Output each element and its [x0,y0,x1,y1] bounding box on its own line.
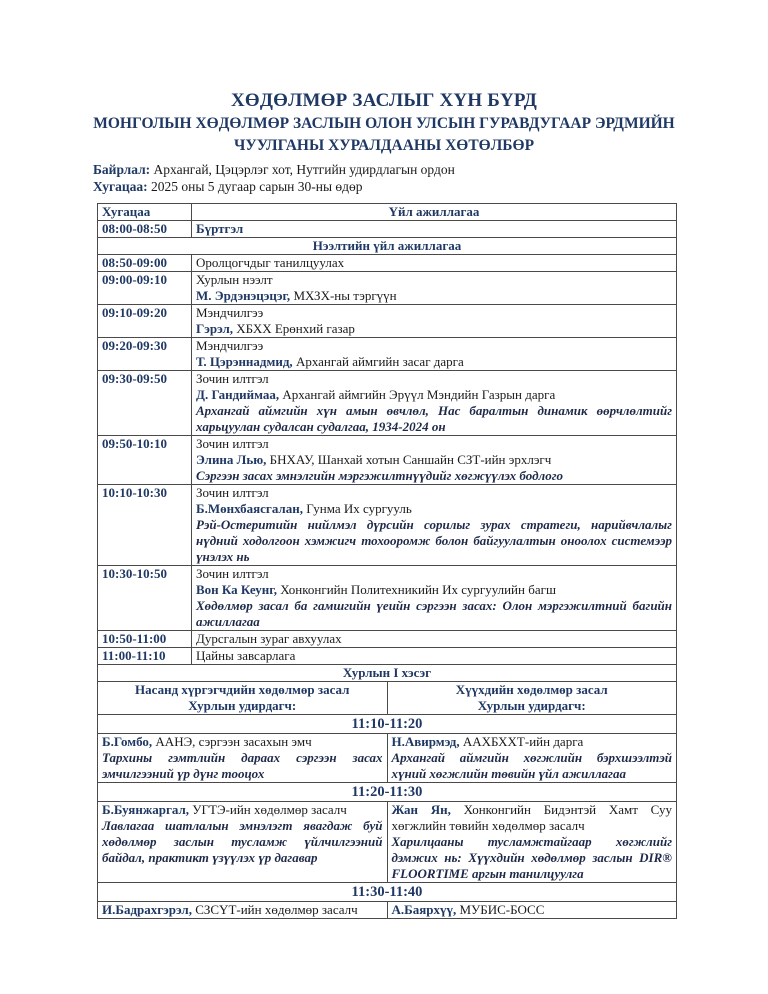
speaker-affiliation: Хонконгийн Политехникийн Их сургуулийн багш [276,582,556,597]
slot-time-row [98,883,677,902]
table-row [98,305,677,338]
row-title: Зочин илтгэл [196,371,269,386]
speaker-line [392,734,673,750]
slot-left [98,802,388,883]
speaker-line [102,802,383,818]
location-line [93,161,455,178]
speaker-affiliation: СЗСҮТ-ийн хөдөлмөр засалч [191,902,358,917]
row-time: 08:50-09:00 [98,255,192,272]
row-title: Мэндчилгээ [196,338,264,353]
schedule-table [97,203,677,682]
row-title: Мэндчилгээ [196,305,264,320]
speaker-name: Т. Цэрэннадмид, [196,354,293,369]
table-row [98,371,677,436]
row-title: Зочин илтгэл [196,485,269,500]
speaker-line [196,288,672,304]
subtitle-line-2: ЧУУЛГАНЫ ХУРАЛДААНЫ ХӨТӨЛБӨР [233,137,535,154]
row-time: 11:00-11:10 [98,648,192,665]
table-row [98,338,677,371]
talk-topic: Сэргээн засах эмнэлгийн мэргэжилтнүүдийг хөгжүүлэх бодлого [196,468,563,483]
speaker-line [196,501,672,517]
event-meta [93,161,455,195]
section-row [98,665,677,682]
row-time: 09:20-09:30 [98,338,192,371]
row-time: 09:00-09:10 [98,272,192,305]
slot-time: 11:30-11:40 [98,883,677,902]
speaker-name: Б.Буянжаргал, [102,802,190,817]
date-label: Хугацаа: [93,179,148,194]
speaker-line [196,321,672,337]
speaker-affiliation: Архангай аймгийн Эрүүл Мэндийн Газрын дарга [279,387,556,402]
slot-right [387,734,677,783]
track-name: Насанд хүргэгчдийн хөдөлмөр засал [135,682,350,697]
speaker-name: Жан Ян, [391,802,451,817]
speaker-affiliation: ХБХХ Ерөнхий газар [233,321,355,336]
speaker-affiliation: УГТЭ-ийн хөдөлмөр засалч [189,802,347,817]
row-activity [192,631,677,648]
row-time: 09:50-10:10 [98,436,192,485]
speaker-name: Гэрэл, [196,321,234,336]
row-activity [192,485,677,566]
session-title: Хурлын I хэсэг [98,665,677,682]
slot-left [98,902,388,919]
table-row [98,648,677,665]
speaker-name: Д. Гандиймаа, [196,387,280,402]
row-time: 10:30-10:50 [98,566,192,631]
speaker-name: М. Эрдэнэцэцэг, [196,288,291,303]
moderator-label: Хурлын удирдагч: [188,698,297,713]
speaker-name: И.Бадрахгэрэл, [102,902,192,917]
slot-row [98,802,677,883]
subtitle-line-1: МОНГОЛЫН ХӨДӨЛМӨР ЗАСЛЫН ОЛОН УЛСЫН ГУРАВДУГААР ЭРДМИЙН [93,115,675,132]
row-title: Цайны завсарлага [196,648,296,663]
speaker-affiliation: БНХАУ, Шанхай хотын Саншайн СЗТ-ийн эрхлэгч [266,452,552,467]
speaker-affiliation: МХЗХ-ны тэргүүн [290,288,397,303]
row-activity [192,648,677,665]
row-time: 10:10-10:30 [98,485,192,566]
location-label: Байрлал: [93,162,151,177]
slot-time-row [98,715,677,734]
speaker-line [196,582,672,598]
row-activity [192,371,677,436]
section-title: Нээлтийн үйл ажиллагаа [98,238,677,255]
talk-topic: Архангай аймгийн хөгжлийн бэрхшээлтэй хүний хөгжлийн төвийн үйл ажиллагаа [391,750,672,781]
row-time: 09:10-09:20 [98,305,192,338]
speaker-line [392,902,673,918]
slot-time: 11:20-11:30 [98,783,677,802]
slot-time-row [98,783,677,802]
track-header-adult [98,682,388,715]
location-value: Архангай, Цэцэрлэг хот, Нутгийн удирдлагын ордон [150,162,455,177]
speaker-line [196,452,672,468]
table-row [98,255,677,272]
header-activity: Үйл ажиллагаа [192,204,677,221]
slot-row [98,734,677,783]
speaker-name: Н.Авирмэд, [391,734,460,749]
speaker-line [196,354,672,370]
row-activity [192,255,677,272]
tracks-table [97,681,677,919]
slot-right [387,902,677,919]
speaker-name: Элина Лью, [196,452,267,467]
row-activity [192,305,677,338]
table-row [98,631,677,648]
slot-time: 11:10-11:20 [98,715,677,734]
speaker-name: Вон Ка Кеунг, [196,582,277,597]
track-header-child [387,682,677,715]
header-time: Хугацаа [98,204,192,221]
slot-left [98,734,388,783]
speaker-name: Б.Гомбо, [102,734,153,749]
speaker-affiliation: МУБИС-БОСС [456,902,545,917]
track-header-row [98,682,677,715]
table-row [98,221,677,238]
table-row [98,566,677,631]
row-title: Зочин илтгэл [196,566,269,581]
section-row [98,238,677,255]
talk-topic: Рэй-Остеритийн нийлмэл дүрсийн сорилыг зурах стратеги, нарийвчлалыг нүдний ходолгоон хэмжигч тохооромж болон байгуулалтын оноолох системээр үнэлэх нь [196,517,672,564]
speaker-affiliation: Хонконгийн Бидэнтэй Хамт Суу хөгжлийн төвийн хөдөлмөр засалч [391,802,672,833]
row-time: 08:00-08:50 [98,221,192,238]
date-value: 2025 оны 5 дугаар сарын 30-ны өдөр [147,179,363,194]
speaker-affiliation: Архангай аймгийн засаг дарга [292,354,464,369]
talk-topic: Лавлагаа шатлалын эмнэлэгт явагдаж буй хөдөлмөр заслын тусламж үйлчилгээний байдал, практикт үзүүлэх үр дагавар [102,818,383,865]
row-activity [192,272,677,305]
speaker-line [102,902,383,918]
speaker-line [392,802,673,834]
speaker-affiliation: ААНЭ, сэргээн засахын эмч [152,734,312,749]
date-line [93,178,455,195]
row-title: Хурлын нээлт [196,272,273,287]
table-row [98,436,677,485]
row-title: Дурсгалын зураг авхуулах [196,631,342,646]
row-time: 10:50-11:00 [98,631,192,648]
speaker-name: А.Баярхүү, [391,902,457,917]
speaker-name: Б.Мөнхбаясгалан, [196,501,303,516]
row-activity: Бүртгэл [192,221,677,238]
moderator-label: Хурлын удирдагч: [477,698,586,713]
row-activity [192,338,677,371]
row-title: Зочин илтгэл [196,436,269,451]
talk-topic: Харилцааны тусламжтайгаар хөгжлийг дэмжих нь: Хүүхдийн хөдөлмөр заслын DIR® FLOORTIME аргын танилцуулга [391,834,672,881]
main-title: ХӨДӨЛМӨР ЗАСЛЫГ ХҮН БҮРД [231,90,537,111]
title-block [0,89,768,157]
speaker-affiliation: Гунма Их сургууль [302,501,412,516]
slot-right [387,802,677,883]
talk-topic: Хөдөлмөр засал ба гамшгийн үеийн сэргээн засах: Олон мэргэжилтний багийн ажиллагаа [196,598,672,629]
speaker-line [102,734,383,750]
row-time: 09:30-09:50 [98,371,192,436]
row-activity [192,436,677,485]
talk-topic: Архангай аймгийн хүн амын өвчлөл, Нас баралтын динамик өөрчлөлтийг харьцуулан судалсан судалгаа, 1934-2024 он [196,403,672,434]
speaker-affiliation: ААХБХХТ-ийн дарга [459,734,584,749]
row-title: Оролцогчдыг танилцуулах [196,255,345,270]
talk-topic: Тархины гэмтлийн дараах сэргээн засах эмчилгээний үр дүнг тооцох [102,750,383,781]
slot-row [98,902,677,919]
speaker-line [196,387,672,403]
table-row [98,485,677,566]
table-header-row [98,204,677,221]
table-row [98,272,677,305]
track-name: Хүүхдийн хөдөлмөр засал [455,682,608,697]
row-activity [192,566,677,631]
